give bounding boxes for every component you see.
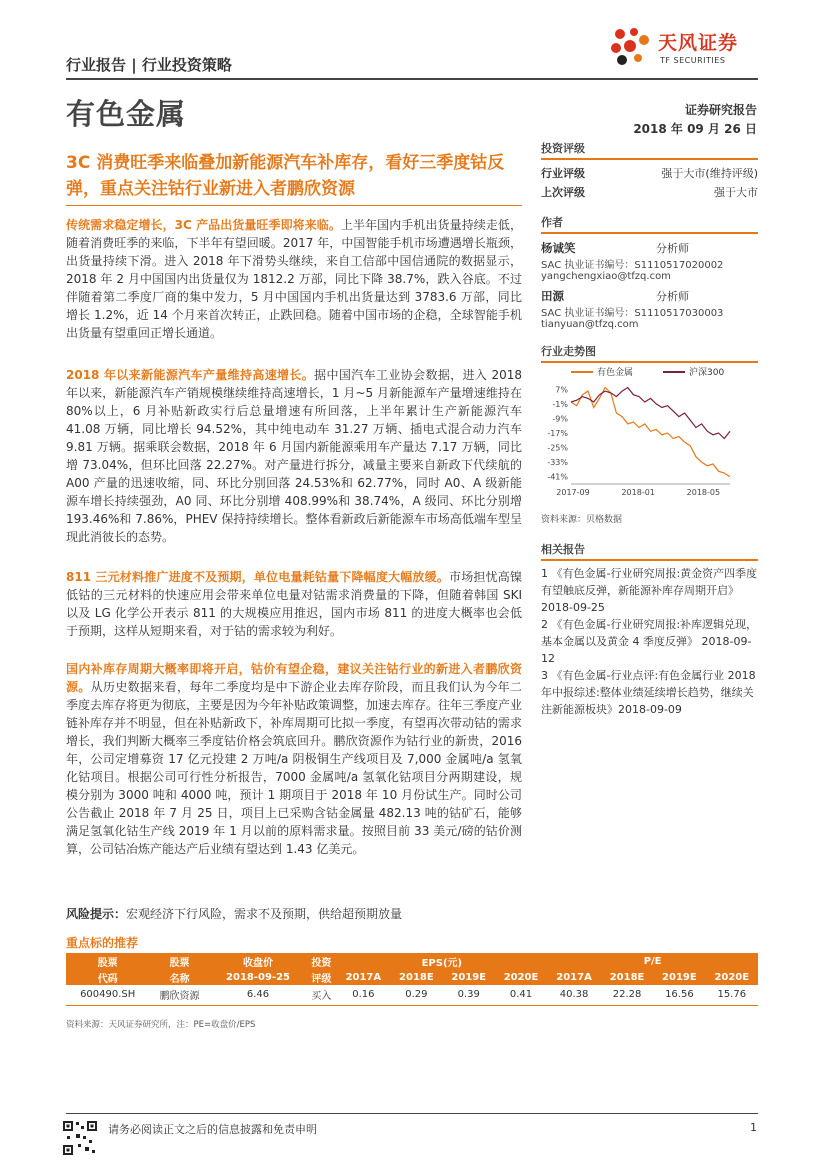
paragraph-lead: 国内补库存周期大概率即将开启，钴价有望企稳，建议关注钴行业的新进入者鹏欣资源。 [66,662,522,694]
y-tick-label: -1% [552,399,568,409]
table-header: 2019E [443,969,495,985]
legend-label: 沪深300 [689,368,725,378]
headline-rule [66,205,522,206]
legend-label: 有色金属 [597,368,634,378]
table-cell: 600490.SH [66,985,149,1005]
table-header: 代码 [66,969,149,985]
y-tick-label: 7% [555,385,568,395]
report-kind: 证券研究报告 [684,103,757,117]
table-cell: 鹏欣资源 [149,985,209,1005]
logo-en: TF SECURITIES [660,56,726,65]
table-cell: 6.46 [210,985,307,1005]
recommendation-table [66,953,758,1006]
author-email[interactable]: tianyuan@tfzq.com [541,319,639,330]
authors-section [541,214,758,330]
related-report-3[interactable]: 3 《有色金属-行业点评:有色金属行业 2018 年中报综述:整体业绩延续增长趋势，继续关注新能源板块》2018-09-09 [541,669,756,716]
paragraph-lead: 811 三元材料推广进度不及预期，单位电量耗钴量下降幅度大幅放缓。 [66,570,450,584]
paragraph-body: 上半年国内手机出货量持续走低，随着消费旺季的来临，下半年有望回暖。2017 年，中国智能手机市场遭遇增长瓶颈，出货量持续下滑。进入 2018 年下滑势头继续，来自工信部中国信通院的数据显示，2018 年 2 月中国国内出货量仅为 1812.2 万部，同比下降 38.7%，跌入谷底。不过伴随着第二季度厂商的集中发力，5 月中国国内手机出货量达到 3783.6 万部，同比增长 1.2%，近 14 个月来首次转正，止跌回稳。随着中国市场的企稳，全球智能手机出货量有望重回正增长通道。 [66,218,522,340]
x-tick-label: 2017-09 [556,488,590,497]
rating-section [541,140,758,201]
author-email[interactable]: yangchengxiao@tfzq.com [541,271,671,282]
rating-row: 上次评级 强于大市 [541,185,758,199]
table-header: 股票 [149,953,209,969]
related-report-1[interactable]: 1 《有色金属-行业研究周报:黄金资产四季度有望触底反弹，新能源补库存周期开启》 2018-09-25 [541,567,758,614]
table-header: 2018-09-25 [210,969,307,985]
logo-mark-icon [606,26,654,70]
table-header: 2017A [547,969,601,985]
table-cell: 0.16 [337,985,391,1005]
table-header: 2018E [390,969,442,985]
y-tick-label: -17% [547,429,568,438]
table-header: 2017A [337,969,391,985]
table-header-row [66,969,758,985]
table-cell: 0.29 [390,985,442,1005]
logo [606,26,766,72]
table-cell: 买入 [306,985,336,1005]
table-title: 重点标的推荐 [66,936,139,950]
y-tick-label: -25% [547,443,568,453]
table-header: 收盘价 [210,953,307,969]
doc-type: 行业报告 | 行业投资策略 [66,56,232,74]
table-header: 投资 [306,953,336,969]
report-date: 2018 年 09 月 26 日 [633,122,757,136]
table-header: 2019E [653,969,705,985]
page-number: 1 [750,1121,757,1134]
rating-row: 行业评级 强于大市(维持评级) [541,166,758,180]
rating-title: 投资评级 [541,142,585,155]
paragraph-body: 从历史数据来看，每年二季度均是中下游企业去库存阶段，而且我们认为今年二季度去库存将更为彻底，主要是因为今年补贴政策调整，加速去库存。往年三季度产业链补库存并不明显，但在补贴新政下，补库周期可比拟一季度，有望再次带动钴的需求增长，我们判断大概率三季度钴价格会筑底回升。鹏欣资源作为钴行业的新贵，2016 年，公司定增募资 17 亿元投建 2 万吨/a 阴极铜生产线项目及 7,000 金属吨/a 氢氧化钴项目。根据公司可行性分析报告，7000 金属吨/a 氢氧化钴项目分两期建设，规模分别为 3000 吨和 4000 吨，预计 1 期项目于 2018 年 10 月份试生产。同时公司公告截止 2018 年 7 月 25 日，项目上已采购含钴金属量 482.13 吨的钴矿石，能够满足氢氧化钴生产线 2019 年 1 月以前的原料需求量。按照目前 33 美元/磅的钴价测算，公司钴冶炼产能达产后业绩有望达到 1.43 亿美元。 [66,680,523,856]
paragraph-lead: 风险提示： [66,907,127,921]
table-header: P/E [547,953,758,969]
table-footnote: 资料来源：天风证券研究所，注：PE=收盘价/EPS [66,1020,256,1030]
authors-title: 作者 [541,216,563,229]
header-rule [66,78,758,80]
table-header-row [66,953,758,969]
related-title: 相关报告 [541,543,585,556]
paragraph-lead: 传统需求稳定增长，3C 产品出货量旺季即将来临。 [66,218,341,232]
table-header: 股票 [66,953,149,969]
paragraph-body: 宏观经济下行风险，需求不及预期，供给超预期放量 [126,907,403,921]
risk-note [66,905,522,923]
table-row [66,985,758,1005]
paragraph-4 [66,660,522,858]
y-tick-label: -41% [547,472,568,482]
paragraph-1 [66,216,522,342]
table-header: 名称 [149,969,209,985]
table-header: 2018E [601,969,653,985]
logo-name: 天风证券 [658,32,739,54]
footer-disclaimer[interactable]: 请务必阅读正文之后的信息披露和免责申明 [108,1123,317,1136]
author: 杨诚笑 分析师 SAC 执业证书编号：S1110517020002 yangchengxiao@tfzq.com [541,240,758,282]
paragraph-body: 市场担忧高镍低钴的三元材料的快速应用会带来单位电量对钴需求消费量的下降，但随着韩国 SKI 以及 LG 化学公开表示 811 的大规模应用推迟，国内市场 811 的进度大概率也会低于预期，这样从短期来看，对于钴的需求较为利好。 [66,570,522,638]
table-cell: 0.41 [495,985,547,1005]
qr-code-icon [62,1120,98,1156]
related-report-2[interactable]: 2 《有色金属-行业研究周报:补库逻辑兑现，基本金属以及黄金 4 季度反弹》 2018-09-12 [541,618,758,665]
paragraph-body: 据中国汽车工业协会数据，进入 2018 年以来，新能源汽车产销规模继续维持高速增长，1 月~5 月新能源车产量增速维持在 80%以上，6 月补贴新政实行后总量增速有所回落，上半年累计生产新能源汽车 41.08 万辆，同比增长 94.52%，其中纯电动车 31.27 万辆、插电式混合动力汽车 9.81 万辆。据乘联会数据，2018 年 6 月国内新能源乘用车产量达 7.17 万辆，同比增 73.04%，但环比回落 22.27%。对产量进行拆分，减量主要来自新政下代续航的 A00 产量的迅速收缩，同、环比分别回落 24.53%和 62.77%，同时 A0、A 级新能源车增长持续强劲，A0 同、环比分别增 408.99%和 38.74%，A 级同、环比分别增 193.46%和 7.86%，PHEV 保持持续增长。整体看新政后新能源车市场高低端车型呈现此消彼长的态势。 [66,368,523,544]
table-header: 评级 [306,969,336,985]
industry-title: 有色金属 [66,97,187,131]
table-header: 2020E [706,969,758,985]
table-cell: 0.39 [443,985,495,1005]
author: 田源 分析师 SAC 执业证书编号：S1110517030003 tianyuan@tfzq.com [541,288,758,330]
footer-rule [66,1113,758,1114]
paragraph-2 [66,366,522,546]
headline: 3C 消费旺季来临叠加新能源汽车补库存，看好三季度钴反弹，重点关注钴行业新进入者鹏欣资源 [66,153,505,199]
table-cell: 16.56 [653,985,705,1005]
table-header: EPS(元) [337,953,548,969]
table-header: 2020E [495,969,547,985]
trend-title: 行业走势图 [541,345,596,358]
table-cell: 40.38 [547,985,601,1005]
x-tick-label: 2018-01 [621,488,655,497]
y-tick-label: -33% [547,458,568,468]
paragraph-lead: 2018 年以来新能源汽车产量维持高速增长。 [66,368,315,382]
chart-source: 资料来源：贝格数据 [541,515,623,525]
industry-trend-chart [541,364,758,500]
trend-section [541,343,758,363]
table-cell: 15.76 [706,985,758,1005]
related-section [541,541,758,718]
x-tick-label: 2018-05 [686,488,721,497]
table-cell: 22.28 [601,985,653,1005]
y-tick-label: -9% [552,414,568,424]
paragraph-3 [66,568,522,640]
